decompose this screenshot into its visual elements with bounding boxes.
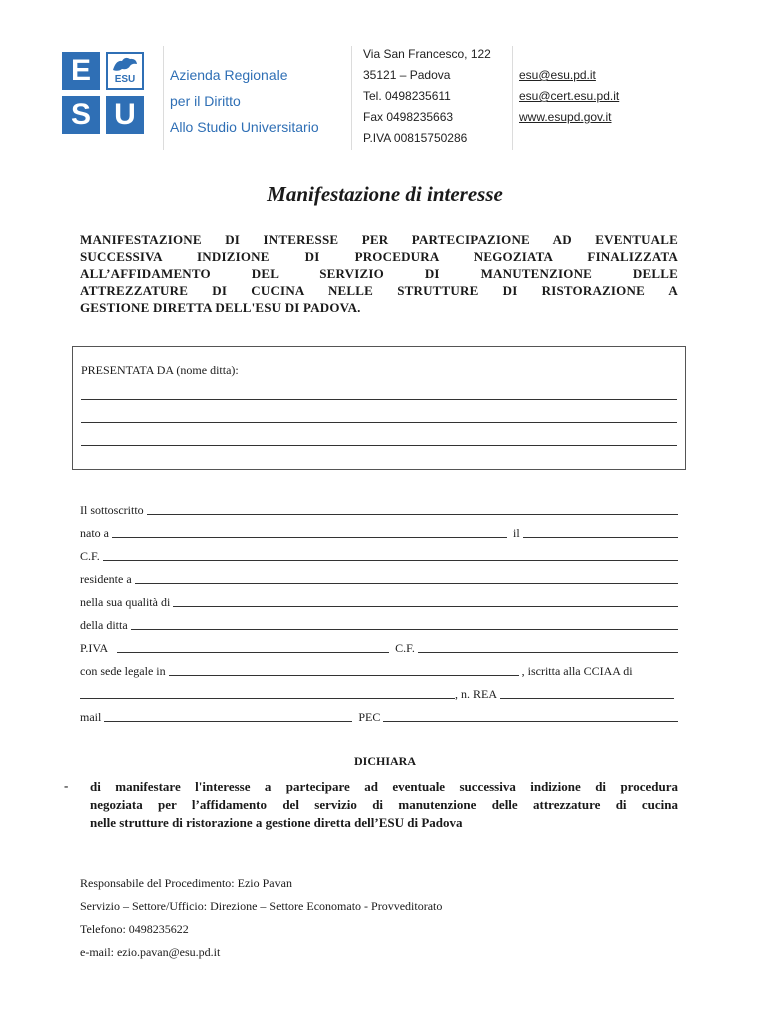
declaration-heading: DICHIARA bbox=[353, 754, 416, 768]
subject-line: SUCCESSIVA INDIZIONE DI PROCEDURA NEGOZIATA FINALIZZATA bbox=[80, 249, 678, 264]
address-line: Tel. 0498235611 bbox=[363, 89, 451, 103]
bullet-marker: - bbox=[64, 778, 69, 793]
website-link[interactable]: www.esupd.gov.it bbox=[519, 110, 612, 124]
field-label: C.F. bbox=[395, 641, 415, 655]
email-link[interactable]: esu@esu.pd.it bbox=[519, 68, 596, 82]
responsible-person: Responsabile del Procedimento: Ezio Pavan bbox=[80, 876, 292, 890]
document-subject bbox=[80, 231, 678, 316]
logo-letter-u: U bbox=[106, 96, 144, 134]
pec-field[interactable] bbox=[383, 721, 678, 722]
field-label: , iscritta alla CCIAA di bbox=[521, 664, 633, 678]
field-label: PEC bbox=[358, 710, 381, 724]
address-line: Via San Francesco, 122 bbox=[363, 47, 491, 61]
logo-letter-s: S bbox=[62, 96, 100, 134]
declaration-line: di manifestare l'interesse a partecipare ad eventuale successiva indizione di procedura bbox=[90, 779, 678, 794]
residence-field[interactable] bbox=[135, 583, 678, 584]
company-fiscal-code-field[interactable] bbox=[418, 652, 678, 653]
company-name-line[interactable] bbox=[81, 445, 677, 446]
presented-by-box bbox=[72, 346, 686, 470]
subject-line: ALL’AFFIDAMENTO DEL SERVIZIO DI MANUTENZIONE DELLE bbox=[80, 266, 678, 281]
registered-office-field[interactable] bbox=[169, 675, 519, 676]
signer-name-field[interactable] bbox=[147, 514, 678, 515]
lion-icon bbox=[110, 54, 140, 76]
declaration-line: negoziata per l’affidamento del servizio di manutenzione delle attrezzature di cucina bbox=[90, 797, 678, 812]
esu-logo bbox=[62, 52, 146, 134]
subject-line: GESTIONE DIRETTA DELL'ESU DI PADOVA. bbox=[80, 300, 361, 315]
subject-line: ATTREZZATURE DI CUCINA NELLE STRUTTURE DI RISTORAZIONE A bbox=[80, 283, 678, 298]
field-label: , n. REA bbox=[455, 687, 497, 701]
header-divider bbox=[512, 46, 513, 150]
address-block bbox=[363, 44, 491, 149]
footer-info bbox=[80, 872, 442, 964]
declaration-line: nelle strutture di ristorazione a gestione diretta dell’ESU di Padova bbox=[90, 815, 463, 830]
field-label: nato a bbox=[80, 526, 109, 540]
cciaa-field[interactable] bbox=[80, 698, 455, 699]
service-office: Servizio – Settore/Ufficio: Direzione – Settore Economato - Provveditorato bbox=[80, 899, 443, 913]
field-label: Il sottoscritto bbox=[80, 503, 144, 517]
field-label: il bbox=[513, 526, 520, 540]
field-label: nella sua qualità di bbox=[80, 595, 171, 609]
company-field[interactable] bbox=[131, 629, 678, 630]
logo-lion-emblem bbox=[106, 52, 144, 90]
org-line: Allo Studio Universitario bbox=[170, 119, 319, 135]
address-line: P.IVA 00815750286 bbox=[363, 131, 468, 145]
address-line: 35121 – Padova bbox=[363, 68, 451, 82]
subject-line: MANIFESTAZIONE DI INTERESSE PER PARTECIPAZIONE AD EVENTUALE bbox=[80, 232, 678, 247]
company-name-line[interactable] bbox=[81, 399, 677, 400]
rea-number-field[interactable] bbox=[500, 698, 674, 699]
birthdate-field[interactable] bbox=[523, 537, 678, 538]
organization-name bbox=[170, 62, 319, 140]
contact-block bbox=[519, 65, 619, 128]
field-label: mail bbox=[80, 710, 102, 724]
role-field[interactable] bbox=[173, 606, 678, 607]
phone-number: Telefono: 0498235622 bbox=[80, 922, 189, 936]
logo-letter-e: E bbox=[62, 52, 100, 90]
logo-small-text: ESU bbox=[114, 74, 136, 85]
email-field[interactable] bbox=[104, 721, 352, 722]
field-label: C.F. bbox=[80, 549, 100, 563]
fiscal-code-field[interactable] bbox=[103, 560, 678, 561]
field-label: della ditta bbox=[80, 618, 128, 632]
company-name-line[interactable] bbox=[81, 422, 677, 423]
contact-email: e-mail: ezio.pavan@esu.pd.it bbox=[80, 945, 221, 959]
address-line: Fax 0498235663 bbox=[363, 110, 454, 124]
org-line: per il Diritto bbox=[170, 93, 241, 109]
declaration-text bbox=[90, 778, 678, 832]
header-divider bbox=[351, 46, 352, 150]
vat-number-field[interactable] bbox=[117, 652, 389, 653]
header-divider bbox=[163, 46, 164, 150]
field-label: residente a bbox=[80, 572, 132, 586]
field-label: con sede legale in bbox=[80, 664, 166, 678]
org-line: Azienda Regionale bbox=[170, 67, 288, 83]
birthplace-field[interactable] bbox=[112, 537, 507, 538]
field-label: P.IVA bbox=[80, 641, 109, 655]
document-title: Manifestazione di interesse bbox=[267, 182, 503, 206]
pec-email-link[interactable]: esu@cert.esu.pd.it bbox=[519, 89, 620, 103]
presented-by-label: PRESENTATA DA (nome ditta): bbox=[81, 363, 239, 377]
